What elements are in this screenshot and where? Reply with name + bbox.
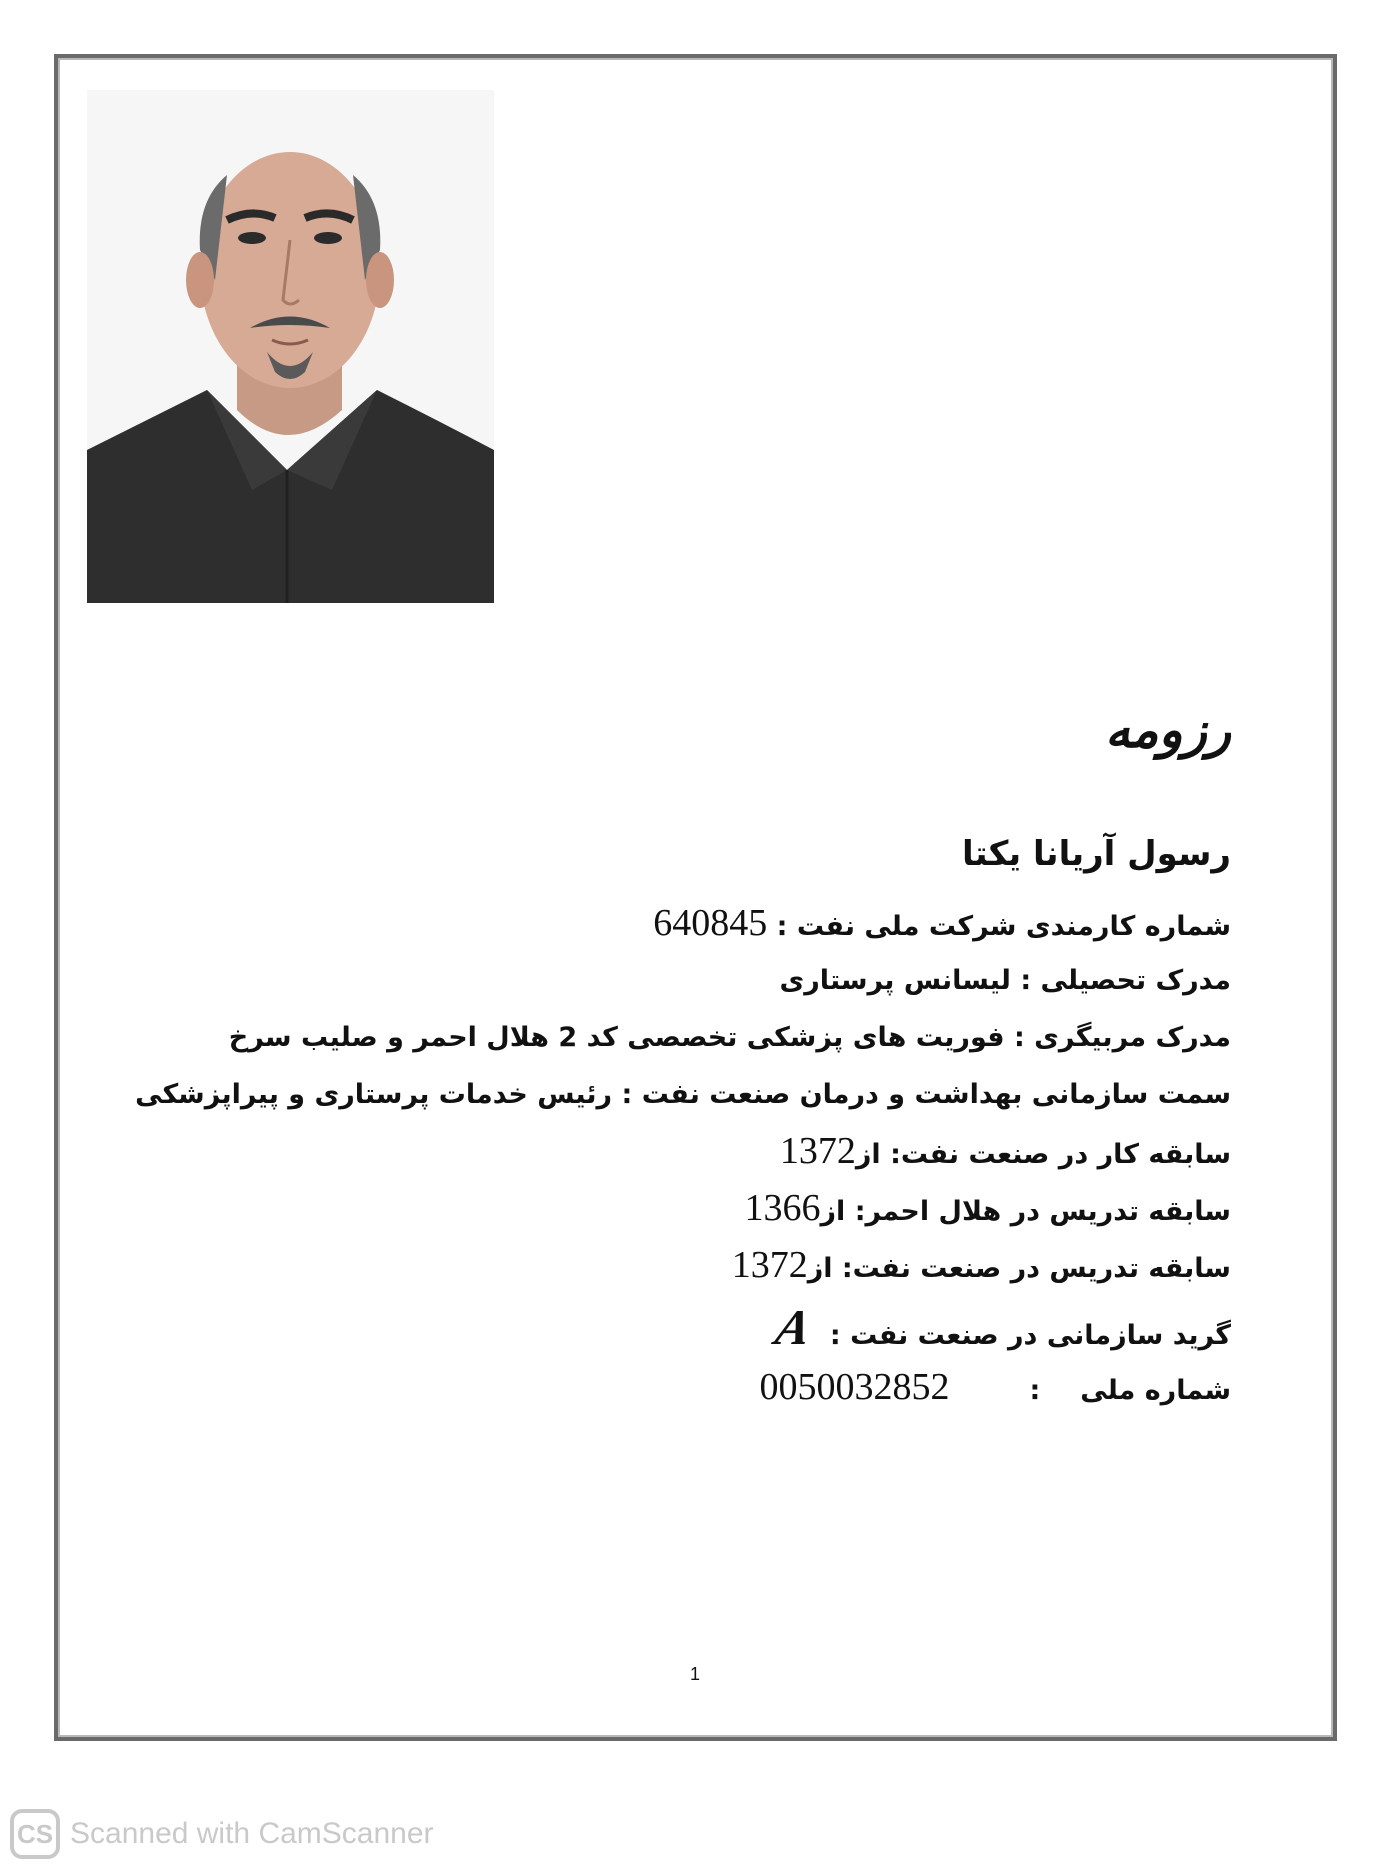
- info-label: شماره ملی: [1080, 1375, 1231, 1406]
- info-label: مدرک تحصیلی : لیسانس پرستاری: [779, 965, 1231, 996]
- info-label: گرید سازمانی در صنعت نفت :: [820, 1320, 1231, 1351]
- person-name: رسول آریانا یکتا: [962, 834, 1231, 874]
- info-label: شماره کارمندی شرکت ملی نفت :: [767, 911, 1231, 942]
- info-row-employee-number: [135, 895, 1231, 952]
- info-row-coaching-degree: [135, 1009, 1231, 1066]
- info-row-grade: [135, 1294, 1231, 1360]
- info-label: سابقه کار در صنعت نفت: از: [855, 1139, 1231, 1170]
- page-number: 1: [690, 1664, 701, 1684]
- info-colon: :: [1029, 1375, 1041, 1406]
- page-title: رزومه: [1104, 700, 1231, 759]
- info-label: سمت سازمانی بهداشت و درمان صنعت نفت : رئیس خدمات پرستاری و پیراپزشکی: [135, 1079, 1231, 1110]
- info-row-national-id: [135, 1360, 1231, 1414]
- info-row-work-history: [135, 1123, 1231, 1180]
- info-list: [135, 895, 1231, 1414]
- info-label: سابقه تدریس در صنعت نفت: از: [807, 1253, 1231, 1284]
- camscanner-watermark: [10, 1808, 434, 1860]
- info-row-education: [135, 952, 1231, 1009]
- info-value: 640845: [653, 902, 768, 944]
- profile-photo: [87, 90, 494, 603]
- info-value: 1366: [744, 1187, 821, 1229]
- info-row-oil-teaching: [135, 1237, 1231, 1294]
- info-row-red-crescent-teaching: [135, 1180, 1231, 1237]
- info-label: مدرک مربیگری : فوریت های پزشکی تخصصی کد 2 هلال احمر و صلیب سرخ: [228, 1022, 1231, 1053]
- watermark-text: Scanned with CamScanner: [70, 1817, 434, 1850]
- info-row-position: [135, 1066, 1231, 1123]
- info-value: 1372: [731, 1244, 808, 1286]
- national-id-value: 0050032852: [759, 1366, 950, 1408]
- camscanner-logo-icon: CS: [10, 1809, 60, 1859]
- grade-value: A: [771, 1299, 817, 1355]
- info-label: سابقه تدریس در هلال احمر: از: [820, 1196, 1231, 1227]
- info-value: 1372: [779, 1130, 856, 1172]
